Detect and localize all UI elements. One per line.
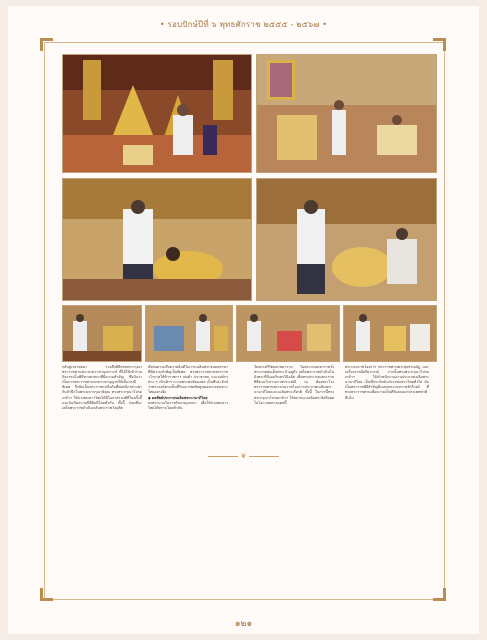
- photo-small-1: [62, 305, 142, 362]
- photo-portrait-altar: [256, 54, 437, 173]
- column-2-body: ทั้งหมดรวมถึงความยินดีในการเฉลิมพระชนมพรรษาที่มีความสำคัญเป็นพิเศษ ทรงพระราชทานพระราชวโรกาสให้ข้าราชการ พ่อค้า ประชาชน และองค์กรต่าง ๆ เข้าเฝ้าฯ ถวายพระพรชัยมงคล เป็นที่ประจักษ์ว่าพระองค์ทรงเป็นที่รักเคารพเทิดทูนของปวงชนชาวไทยอย่างยิ่ง: [148, 365, 228, 395]
- photo-ceremony-hall: [62, 54, 252, 173]
- corner-ornament-bl: [40, 588, 53, 601]
- photo-queen-kneeling: [256, 178, 437, 301]
- column-3-body: วัดพระศรีรัตนศาสดาราม ในพระบรมมหาราชวัง พระบาทสมเด็จพระเจ้าอยู่หัว เสด็จพระราชดำเนินไปยังพระที่นั่งอมรินทรวินิจฉัย เพื่อทรงประกอบพระราชพิธีตามโบราณราชประเพณี ณ ท้องพระโรง พระราชทานพระบรมราชโองการประกาศเฉลิมพระนามาภิไธยและเฉลิมพระเกียรติ ทั้งนี้ ในการนี้ทรงพระกรุณาโปรดเกล้าฯ ให้สถาปนาเฉลิมพระอิสริยยศในโอกาสมหามงคลนี้: [254, 365, 334, 405]
- text-column-2: [148, 365, 228, 447]
- photo-king-blessing: [62, 178, 252, 301]
- text-column-1: [62, 365, 142, 447]
- text-column-4: [345, 365, 429, 447]
- column-1-body: กลับสู่เวลาต่อมา รวมถึงพิธีทรงพระกรุณาพระราชทานพระบรมราชานุเคราะห์ ที่ได้ใช้เข้าร่วมกิจกรรมในพิธีทางศาสนาที่มีความสำคัญ ซึ่งนับว่าเป็นการพระราชทานบรมราชานุญาตให้เป็นกรณีพิเศษ จึงนับเป็นพระราชกรณียกิจที่พสกนิกรต่างพากันสำนึกในพระมหากรุณาธิคุณ ทรงพระกรุณาโปรดเกล้าฯ ให้ปวงชนชาวไทยได้มีโอกาสร่วมพิธีในครั้งนี้ และบังเกิดความปีติยินดีโดยทั่วกัน ทั้งนี้ ก่อนที่จะเสด็จพระราชดำเนินกลับพระราชวังดุสิต: [62, 365, 142, 410]
- corner-ornament-br: [433, 588, 446, 601]
- column-4-body: พระบรมราชโองการ พระราชทานพระสุพรรณบัฏ และเครื่องราชอิสริยาภรณ์ จากนั้นทรงพระกรุณาโปรดเกล้าฯ ให้เจ้าพนักงานอ่านประกาศเฉลิมพระนามาภิไธย เป็นที่ประจักษ์แก่ปวงชนชาวไทยทั่วไป นับเป็นพระราชพิธีสำคัญยิ่งแห่งพระบรมราชจักรีวงศ์ ที่ทรงพระราชทานเพื่อความเป็นสิริมงคลแก่ประเทศชาติสืบไป: [345, 365, 429, 400]
- corner-ornament-tr: [433, 38, 446, 51]
- page-number: ๑๒๑: [234, 619, 253, 629]
- running-header: • รอบปักษ์ปีที่ ๖ พุทธศักราช ๒๕๕๕ - ๒๕๖๗ •: [159, 20, 328, 29]
- photo-small-3: [236, 305, 340, 362]
- section-divider: [200, 453, 287, 459]
- ornament-icon: ❦: [240, 452, 247, 460]
- photo-small-2: [145, 305, 233, 362]
- column-2-body-b: ลงพระนามในราชกิจจานุเบกษา เพื่อให้ปวงชนชาวไทยได้ทราบโดยทั่วกัน: [148, 400, 228, 410]
- text-column-3: [254, 365, 334, 447]
- corner-ornament-tl: [40, 38, 53, 51]
- column-2-subhead: ◆ ผลลัพธ์ประกาศเฉลิมพระนามาภิไธย: [148, 395, 208, 400]
- photo-small-4: [343, 305, 437, 362]
